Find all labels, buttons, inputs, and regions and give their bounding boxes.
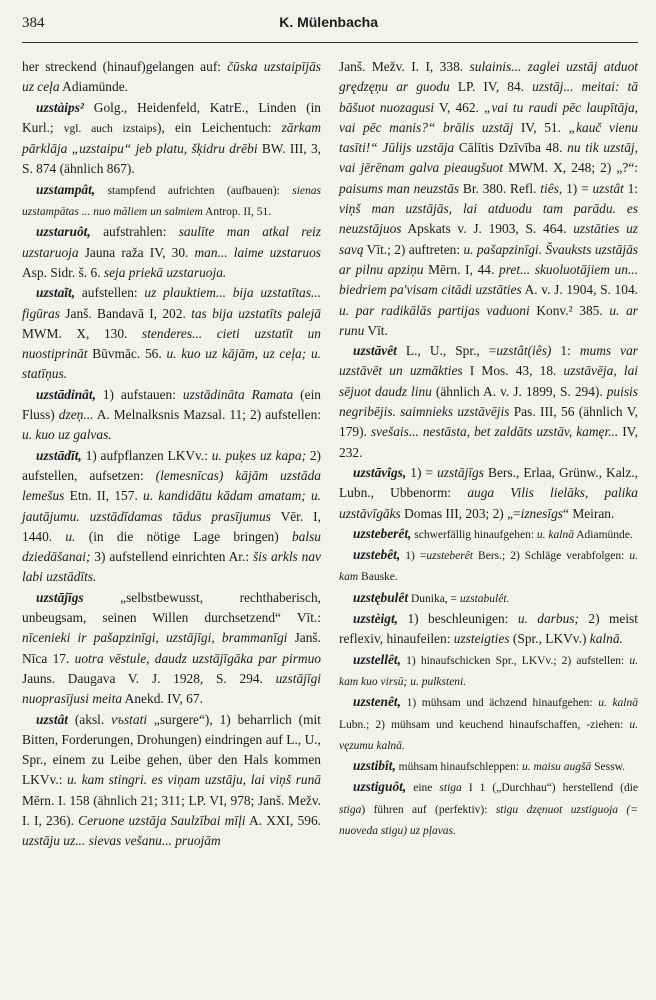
example-text: uzstāj... meitai: tā bāšuot nuozagusi bbox=[339, 79, 639, 115]
gloss-text: A. Melnalksnis Mazsal. 11; 2) aufstellen: bbox=[93, 407, 321, 423]
gloss-text: Jauna raža IV, 30. bbox=[78, 244, 195, 260]
gloss-text: Anekd. IV, 67. bbox=[122, 691, 203, 707]
example-text: u. kalnā bbox=[536, 528, 574, 541]
example-text: auga Vilis lielāks, palika uzstāvīgāks bbox=[339, 485, 638, 521]
gloss-text: Pas. III, 56 (ähnlich V, 179). bbox=[339, 404, 638, 440]
example-text: čūska uzstaipījās uz ceļa bbox=[22, 59, 321, 95]
gloss-text: Būvmāc. 56. bbox=[87, 346, 167, 362]
example-text: uzstabulêt. bbox=[459, 592, 510, 605]
gloss-text: Etn. II, 157. bbox=[64, 488, 144, 504]
example-text: nīcenieki ir pašapzinīgi, uzstājīgi, brammanīgi bbox=[22, 630, 288, 646]
gloss-text: ), ein Leichentuch: bbox=[156, 119, 282, 135]
dictionary-entry bbox=[339, 463, 638, 524]
gloss-text: (ähnlich A. v. J. 1899, S. 294). bbox=[431, 383, 607, 399]
dictionary-entry bbox=[22, 710, 321, 852]
gloss-text: Janš. Mežv. I. I, 338. bbox=[339, 59, 470, 74]
gloss-text: 1) = bbox=[400, 550, 427, 563]
header-rule bbox=[22, 42, 638, 43]
example-text: u. bbox=[65, 528, 76, 544]
example-text: svešais... nestāsta, bet zaldāts uzstāv, kamęr... bbox=[370, 424, 619, 440]
gloss-text: Bauske. bbox=[358, 571, 398, 584]
gloss-text: Br. 380. Refl. bbox=[459, 180, 541, 196]
example-text: (lemesnīcas) kājām uzstāda lemešus bbox=[22, 467, 321, 504]
headword: uzstaruôt, bbox=[36, 224, 91, 240]
gloss-text: Dunika, = bbox=[408, 592, 460, 605]
gloss-text: Janš. Nīca 17. bbox=[22, 630, 321, 666]
gloss-text: eine bbox=[406, 782, 440, 795]
gloss-text: IV, 51. bbox=[513, 119, 569, 135]
dictionary-entry bbox=[22, 222, 321, 283]
page-number: 384 bbox=[22, 15, 45, 31]
example-text: kalnā. bbox=[589, 631, 623, 647]
gloss-text: 2) aufstellen, aufsetzen: bbox=[22, 447, 321, 483]
gloss-text: vgl. auch izstaips bbox=[63, 122, 157, 135]
dictionary-entry bbox=[339, 650, 638, 693]
gloss-text: LP. IV, 84. bbox=[449, 79, 533, 95]
example-text: stenderes... cieti uzstatīt un nuostiprināt bbox=[22, 325, 321, 362]
example-text: u. kam bbox=[339, 550, 638, 584]
gloss-text: 1) aufstauen: bbox=[95, 386, 183, 402]
example-text: sulainis... zaglei uzstāj atduot grędzęņu ar guodu bbox=[339, 59, 638, 95]
gloss-text: Adiamünde. bbox=[59, 79, 128, 95]
example-text: seja priekā uzstaruoja. bbox=[103, 264, 227, 280]
gloss-text: 1: bbox=[623, 180, 639, 196]
right-column bbox=[339, 57, 638, 852]
example-text: uzstāju uz... sievas vešanu... pruojām bbox=[22, 833, 221, 849]
example-text: stiga bbox=[339, 803, 362, 816]
dictionary-entry bbox=[22, 57, 321, 98]
gloss-text: 2) meist reflexiv, hinaufeilen: bbox=[339, 611, 638, 647]
headword: uzstādīt, bbox=[36, 447, 82, 463]
gloss-text: MWM. X, 130. bbox=[22, 325, 142, 341]
gloss-text: Bers., Erlaa, Grünw., Kalz., Lubn., Ubbenorm: bbox=[339, 464, 639, 501]
example-text: u. puķes uz kapa; bbox=[211, 447, 307, 463]
gloss-text: 1) aufpflanzen LKVv.: bbox=[81, 447, 212, 463]
dictionary-entry bbox=[339, 588, 638, 609]
dictionary-entry bbox=[339, 692, 638, 756]
gloss-text: “ Meiran. bbox=[563, 505, 615, 521]
headword: uzsteberêt, bbox=[353, 525, 412, 541]
text-columns bbox=[22, 57, 638, 852]
example-text: u. maisu augšā bbox=[521, 761, 592, 774]
example-text: saulīte man atkal reiz uzstaruoja bbox=[22, 224, 321, 260]
dictionary-entry bbox=[339, 545, 638, 588]
gloss-text: A. XXI, 596. bbox=[245, 812, 321, 828]
headword: uzstebêt, bbox=[353, 547, 401, 563]
headword: uzstaĩt, bbox=[36, 285, 76, 301]
gloss-text: 1: bbox=[551, 343, 580, 359]
example-text: sienas uzstampātas ... nuo māliem un salmiem bbox=[22, 184, 321, 219]
headword: uzstębulêt bbox=[353, 589, 409, 605]
example-text: man... laime uzstaruos bbox=[194, 244, 321, 260]
gloss-text: Lubn.; 2) mühsam und keuchend hinaufschaffen, -ziehen: bbox=[339, 718, 630, 731]
dictionary-entry bbox=[339, 341, 638, 463]
example-text: paisums man neuzstās bbox=[339, 180, 460, 196]
example-text: tiês, bbox=[540, 180, 563, 196]
gloss-text: 1) beschleunigen: bbox=[398, 611, 518, 627]
gloss-text: MWM. X, 248; 2) „?“: bbox=[503, 160, 638, 176]
example-text: „vai tu raudi pēc laupītāja, vai pēc manis?“ brālis uzstāj bbox=[339, 99, 639, 135]
headword: uzstāvîgs, bbox=[353, 464, 407, 480]
gloss-text: Jauns. Daugava V. J. 1928, S. 294. bbox=[22, 670, 276, 686]
example-text: u. ar runu bbox=[339, 302, 638, 338]
example-text: u. kalnā bbox=[598, 697, 638, 710]
gloss-text: Mērn. I, 44. bbox=[423, 261, 499, 277]
dictionary-entry bbox=[339, 57, 638, 341]
example-text: balsu dziedāšanai; bbox=[22, 528, 321, 565]
example-text: puisis negribējis. saimnieks uzstāvējis bbox=[339, 383, 638, 420]
headword: uzstèigt, bbox=[353, 611, 399, 627]
dictionary-entry bbox=[22, 283, 321, 384]
example-text: u. vęzumu kalnā. bbox=[339, 718, 638, 752]
gloss-text: Mērn. I. 158 (ähnlich 21; 311; LP. VI, 978; Janš. Mežv. I. I, 236). bbox=[22, 792, 321, 828]
example-text: stigu dzęnuot uzstiguoja (= nuoveda stigu) uz pļavas. bbox=[339, 803, 638, 837]
gloss-text: I 1 („Durchhau“) herstellend (die bbox=[461, 782, 639, 795]
headword: uzstampât, bbox=[36, 181, 96, 197]
dictionary-entry bbox=[22, 446, 321, 588]
dictionary-entry bbox=[22, 180, 321, 223]
page-header bbox=[22, 14, 638, 38]
gloss-text: 1) mühsam und ächzend hinaufgehen: bbox=[401, 697, 599, 710]
example-text: u. par radikālās partijas vaduoni bbox=[339, 302, 530, 318]
example-text: u. kam kuo virsū; u. pulksteni. bbox=[339, 654, 638, 688]
gloss-text: 1) hinaufschicken Spr., LKVv.; 2) aufstellen: bbox=[401, 654, 630, 667]
example-text: tas bija uzstatīts palejā bbox=[191, 305, 321, 321]
gloss-text: 1) = bbox=[562, 180, 593, 196]
gloss-text: Golg., Heidenfeld, KatrE., Linden (in Kurl.; bbox=[22, 99, 321, 135]
gloss-text: schwerfällig hinaufgehen: bbox=[411, 528, 537, 541]
example-text: u. pašapzinīgi. Švauksts uzstājās ar pilnu apziņu bbox=[339, 241, 638, 277]
gloss-text: mühsam hinaufschleppen: bbox=[395, 761, 522, 774]
left-column bbox=[22, 57, 321, 852]
example-text: uzsteberêt bbox=[426, 550, 474, 563]
gloss-text: BW. III, 3, S. 874 (ähnlich 867). bbox=[22, 141, 321, 177]
gloss-text: (in die nötige Lage bringen) bbox=[75, 528, 292, 544]
gloss-text: Vīt. bbox=[364, 322, 388, 338]
headword: uzstājīgs bbox=[36, 589, 84, 605]
example-text: uz plauktiem... bija uzstatītas... figūras bbox=[22, 285, 321, 321]
gloss-text: ) führen auf (perfektiv): bbox=[361, 803, 496, 816]
example-text: uotra vēstule, daudz uzstājīgāka par pirmuo bbox=[74, 650, 321, 666]
example-text: u. darbus; bbox=[517, 611, 579, 627]
gloss-text: Vēr. I, 1440. bbox=[22, 508, 321, 544]
dictionary-entry bbox=[339, 524, 638, 545]
example-text: mums var uzstāvēt un uzmākties bbox=[339, 343, 638, 379]
gloss-text: her streckend (hinauf)gelangen auf: bbox=[22, 59, 228, 74]
gloss-text: Konv.² 385. bbox=[529, 302, 610, 318]
gloss-text: aufstrahlen: bbox=[90, 224, 179, 240]
gloss-text: (aksl. bbox=[68, 711, 112, 727]
headword: uzstellêt, bbox=[353, 651, 401, 667]
gloss-text: Apskats v. J. 1903, S. 464. bbox=[401, 221, 574, 237]
gloss-text: Sessw. bbox=[591, 761, 626, 774]
gloss-text: „surgere“), 1) beharrlich (mit Bitten, Forderungen, Drohungen) eindringen auf L., U., Spr., einem zu Leibe gehen, über den Hals kommen LKVv.: bbox=[22, 711, 321, 788]
example-text: u. kuo uz kājām, uz ceļa; u. statīņus. bbox=[22, 346, 321, 382]
example-text: uzstât bbox=[592, 180, 624, 196]
gloss-text: Domas III, 203; 2) „= bbox=[400, 505, 521, 521]
dictionary-entry bbox=[22, 588, 321, 710]
example-text: uzstāvēja, lai sējuot daudz linu bbox=[339, 363, 638, 399]
example-text: uzstājīgi nuoprasījusi meita bbox=[22, 670, 321, 707]
gloss-text: Bers.; 2) Schläge verabfolgen: bbox=[473, 550, 630, 563]
example-text: iznesīgs bbox=[520, 505, 564, 521]
gloss-text: stampfend aufrichten (aufbauen): bbox=[95, 184, 293, 197]
example-text: zārkam pārklāja „uzstaipu“ jeb platu, šķidru drēbi bbox=[22, 119, 322, 157]
gloss-text: 3) aufstellend einrichten Ar.: bbox=[90, 549, 253, 565]
gloss-text: Janš. Bandavā I, 202. bbox=[59, 305, 192, 321]
example-text: u. kam stingri. es viņam uzstāju, lai viņš runā bbox=[67, 772, 322, 788]
gloss-text: 1) = bbox=[406, 464, 438, 480]
dictionary-entry bbox=[339, 777, 638, 841]
gloss-text: Asp. Sidr. š. 6. bbox=[22, 264, 104, 280]
gloss-text: Antrop. II, 51. bbox=[202, 206, 272, 219]
dictionary-entry bbox=[22, 98, 321, 180]
example-text: nu tik uzstāj, vai jērēnam galva pieaugšuot bbox=[339, 140, 638, 176]
gloss-text: L., U., Spr., = bbox=[396, 343, 497, 359]
running-title: K. Mülenbacha bbox=[279, 14, 378, 30]
headword: uzstiguôt, bbox=[353, 779, 407, 795]
headword: uzstât bbox=[36, 711, 69, 727]
gloss-text: IV, 232. bbox=[339, 424, 638, 460]
headword: uzstādinât, bbox=[36, 386, 96, 402]
example-text: uzstādināta Ramata bbox=[182, 386, 294, 402]
example-text: u. kuo uz galvas. bbox=[22, 427, 112, 443]
example-text: „kauč vienu tasīti!“ Jūlijs uzstāja bbox=[339, 119, 638, 156]
dictionary-entry bbox=[339, 609, 638, 650]
example-text: šis arkls nav labi uzstādīts. bbox=[22, 549, 321, 585]
headword: uzstibît, bbox=[353, 758, 396, 774]
example-text: uzsteigties bbox=[453, 631, 510, 647]
headword: uzstàips² bbox=[36, 99, 84, 115]
dictionary-entry bbox=[339, 756, 638, 777]
example-text: pret... skuoluotājiem un... biedriem pa'visam citādi uzstāties bbox=[339, 261, 638, 298]
example-text: uzstāties uz savą bbox=[339, 221, 638, 257]
headword: uzstāvêt bbox=[353, 343, 397, 359]
example-text: stiga bbox=[439, 782, 462, 795]
example-text: uzstât(iês) bbox=[496, 343, 552, 359]
gloss-text: A. v. J. 1904, S. 104. bbox=[521, 282, 638, 298]
gloss-text: (Spr., LKVv.) bbox=[509, 631, 590, 647]
headword: uzstenêt, bbox=[353, 694, 401, 710]
example-text: uzstājīgs bbox=[437, 464, 484, 480]
example-text: Ceruone uzstāja Saulzībai mīļi bbox=[78, 812, 246, 828]
gloss-text: Adiamünde. bbox=[573, 528, 633, 541]
example-text: viņš man uzstājās, lai atduodu tam parādu. es neuzstājuos bbox=[339, 201, 638, 237]
gloss-text: (ein Fluss) bbox=[22, 386, 321, 423]
gloss-text: „selbstbewusst, rechthaberisch, unbeugsam, seinen Willen durchsetzend“ Vīt.: bbox=[22, 589, 321, 626]
dictionary-entry bbox=[22, 385, 321, 446]
gloss-text: Cālītis Dzīvība 48. bbox=[454, 140, 568, 156]
gloss-text: I Mos. 43, 18. bbox=[462, 363, 564, 379]
example-text: u. kandidātu kādam amatam; u. jautājumu. uzstādīdamas tādus prasījumus bbox=[22, 488, 321, 524]
example-text: dzeņ... bbox=[58, 407, 94, 423]
example-text: vъstati bbox=[111, 711, 148, 727]
gloss-text: aufstellen: bbox=[75, 285, 145, 301]
gloss-text: Vīt.; 2) auftreten: bbox=[363, 241, 464, 257]
gloss-text: V, 462. bbox=[434, 99, 484, 115]
